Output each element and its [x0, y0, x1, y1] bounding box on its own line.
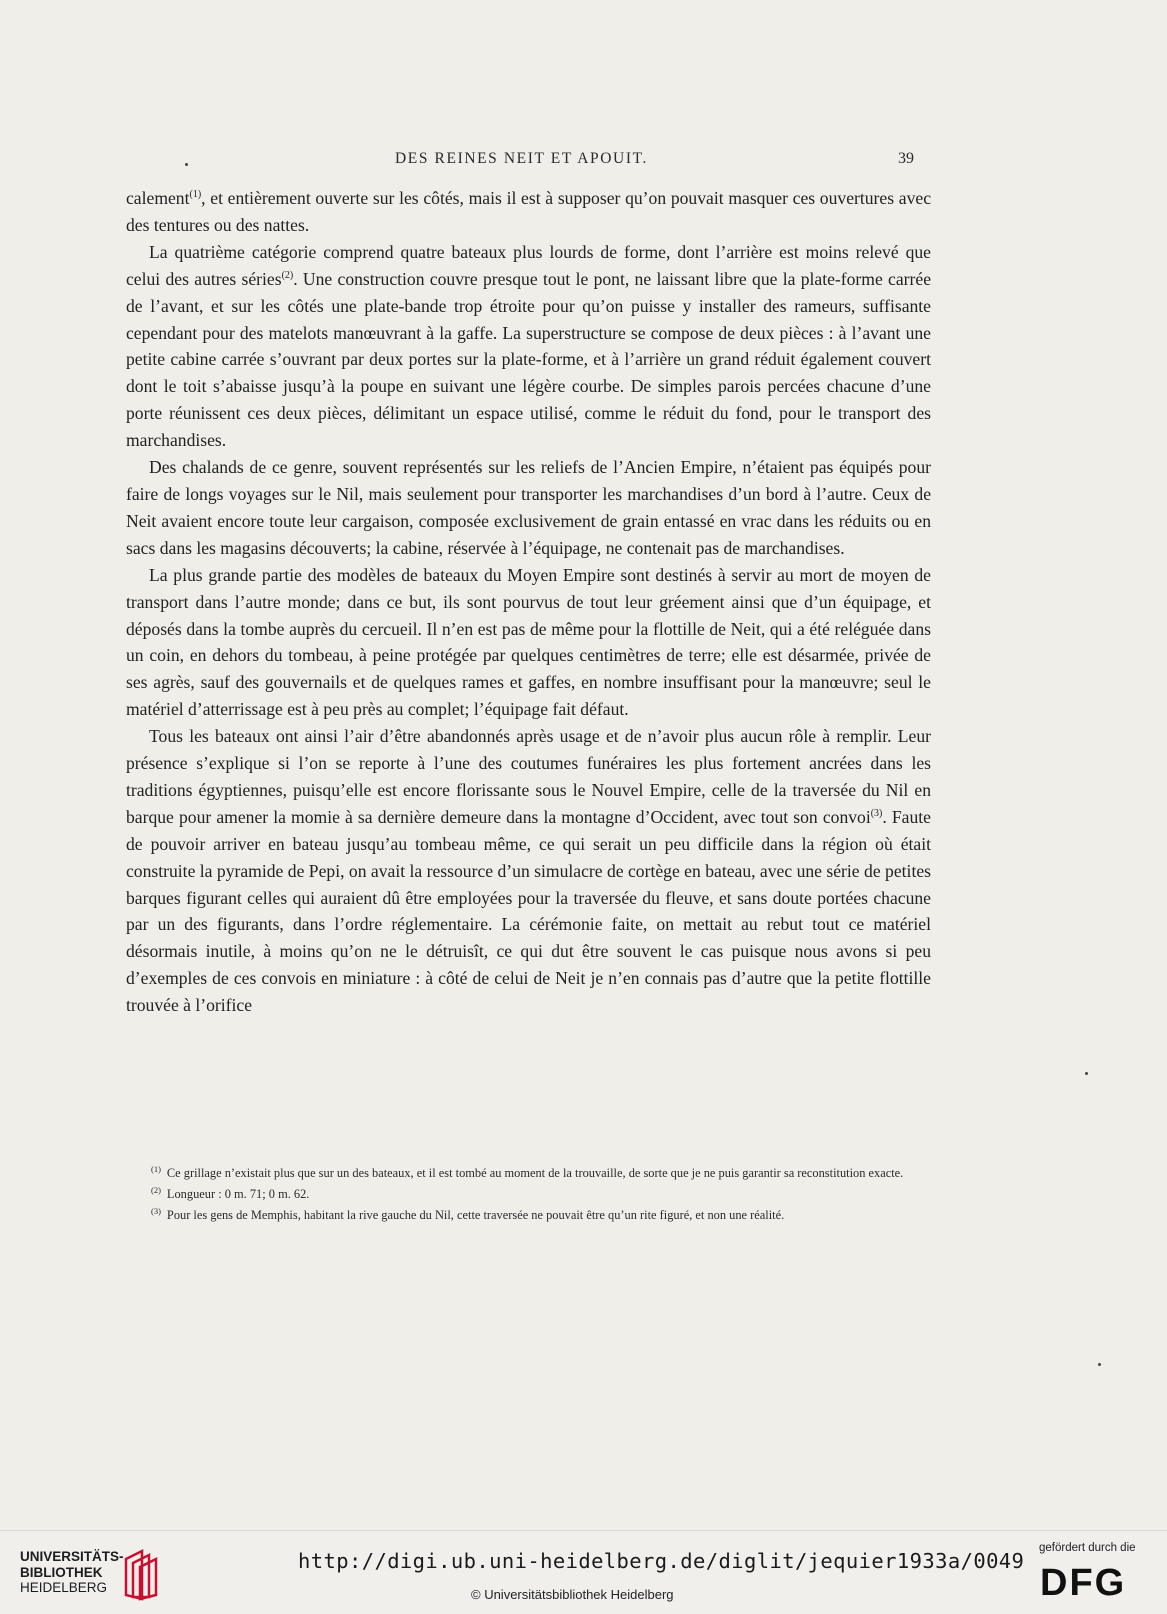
funded-by-label: gefördert durch die — [1039, 1542, 1136, 1554]
scan-speck — [1085, 1072, 1088, 1075]
page-number: 39 — [898, 150, 914, 167]
paragraph: La plus grande partie des modèles de bateaux du Moyen Empire sont destinés à servir au mort de moyen de transport dans l’autre monde; dans ce but, ils sont pourvus de tout leur gréement ainsi que d’un équipage, et déposés dans la tombe auprès du cercueil. Il n’en est pas de même pour la flottille de Neit, qui a été reléguée dans un coin, en dehors du tombeau, à peine protégée par quelques centimètres de terre; elle est désarmée, privée de ses agrès, sauf des gouvernails et de quelques rames et gaffes, en nombre insuffisant pour la manœuvre; seul le matériel d’atterrissage est à peu près au complet; l’équipage fait défaut. — [126, 564, 931, 720]
footnote-mark: (1) — [151, 1164, 161, 1174]
library-name — [20, 1549, 124, 1596]
footnote — [137, 1184, 932, 1205]
footnote-mark: (2) — [151, 1185, 161, 1195]
footnote-text: Pour les gens de Memphis, habitant la rive gauche du Nil, cette traversée ne pouvait être qu’un rite figuré, et non une réalité. — [166, 1208, 785, 1222]
library-logo-icon — [122, 1547, 164, 1603]
paragraph — [126, 239, 931, 454]
running-title: DES REINES NEIT ET APOUIT. — [395, 150, 648, 167]
paragraph — [126, 185, 931, 239]
text-run: . Faute de pouvoir arriver en bateau jusqu’au tombeau même, ce qui serait un peu difficile dans la région où était construite la pyramide de Pepi, on avait la ressource d’un simulacre de cortège en bateau, avec une série de petites barques figurant celles qui auraient dû être employées pour la traversée du fleuve, et sans doute portées chacune par un des figurants, dans l’ordre réglementaire. La cérémonie faite, on mettait au rebut tout ce matériel désormais inutile, à moins qu’on ne le détruisît, ce qui dut être souvent le cas puisque nous avons si peu d’exemples de ces convois en miniature : à côté de celui de Neit je n’en connais pas d’autre que la petite flottille trouvée à l’orifice — [126, 806, 931, 1016]
footnote-ref: (1) — [189, 189, 202, 200]
paragraph: Des chalands de ce genre, souvent représentés sur les reliefs de l’Ancien Empire, n’étaient pas équipés pour faire de longs voyages sur le Nil, mais seulement pour transporter les marchandises d’un bord à l’autre. Ceux de Neit avaient encore toute leur cargaison, composée exclusivement de grain entassé en vrac dans les réduits ou en sacs dans les magasins découverts; la cabine, réservée à l’équipage, ne contenait pas de marchandises. — [126, 457, 931, 558]
running-head — [0, 150, 1167, 180]
copyright-notice: © Universitätsbibliothek Heidelberg — [471, 1587, 674, 1602]
viewer-footer — [0, 1530, 1167, 1614]
footnote-text: Longueur : 0 m. 71; 0 m. 62. — [166, 1187, 310, 1201]
text-run: Tous les bateaux ont ainsi l’air d’être abandonnés après usage et de n’avoir plus aucun rôle à remplir. Leur présence s’explique si l’on se reporte à l’une des coutumes funéraires les plus fortement ancrées dans les traditions égyptiennes, puisqu’elle est encore florissante sous le Nouvel Empire, celle de la traversée du Nil en barque pour amener la momie à sa dernière demeure dans la montagne d’Occident, avec tout son convoi — [126, 726, 931, 827]
footnote-ref: (3) — [870, 807, 883, 819]
scan-speck — [185, 163, 188, 166]
footnote-text: Ce grillage n’existait plus que sur un des bateaux, et il est tombé au moment de la trouvaille, de sorte que je ne puis garantir sa reconstitution exacte. — [166, 1166, 904, 1180]
body-text — [126, 185, 931, 1019]
library-name-line: UNIVERSITÄTS- — [20, 1549, 124, 1564]
library-name-line: HEIDELBERG — [20, 1580, 108, 1595]
text-run: , et entièrement ouverte sur les côtés, mais il est à supposer qu’on pouvait masquer ces ouvertures avec des tentures ou des nattes. — [126, 188, 931, 235]
footnote-mark: (3) — [151, 1206, 161, 1216]
text-run: . Une construction couvre presque tout le pont, ne laissant libre que la plate-forme carrée de l’avant, et sur les côtés une plate-bande trop étroite pour qu’on puisse y installer des rameurs, suffisante cependant pour des matelots manœuvrant à la gaffe. La superstructure se compose de deux pièces : à l’avant une petite cabine carrée s’ouvrant par deux portes sur la plate-forme, et à l’arrière un grand réduit également couvert dont le toit s’abaisse jusqu’à la poupe en suivant une légère courbe. De simples parois percées chacune d’une porte réunissent ces deux pièces, délimitant un espace utilisé, comme le réduit du fond, pour le transport des marchandises. — [126, 268, 931, 451]
footnote — [137, 1163, 932, 1184]
dfg-logo[interactable]: DFG — [1040, 1562, 1127, 1604]
scan-speck — [1098, 1363, 1101, 1366]
footnote — [137, 1205, 932, 1226]
permalink-link[interactable]: http://digi.ub.uni-heidelberg.de/diglit/jequier1933a/0049 — [298, 1549, 1025, 1573]
footnotes — [137, 1163, 932, 1226]
text-run: La quatrième catégorie comprend quatre bateaux plus lourds de forme, dont l’arrière est moins relevé que celui des autres séries — [126, 241, 931, 289]
paragraph — [126, 723, 931, 1019]
footnote-ref: (2) — [281, 269, 294, 281]
library-name-line: BIBLIOTHEK — [20, 1564, 103, 1580]
text-run: calement — [126, 188, 190, 208]
